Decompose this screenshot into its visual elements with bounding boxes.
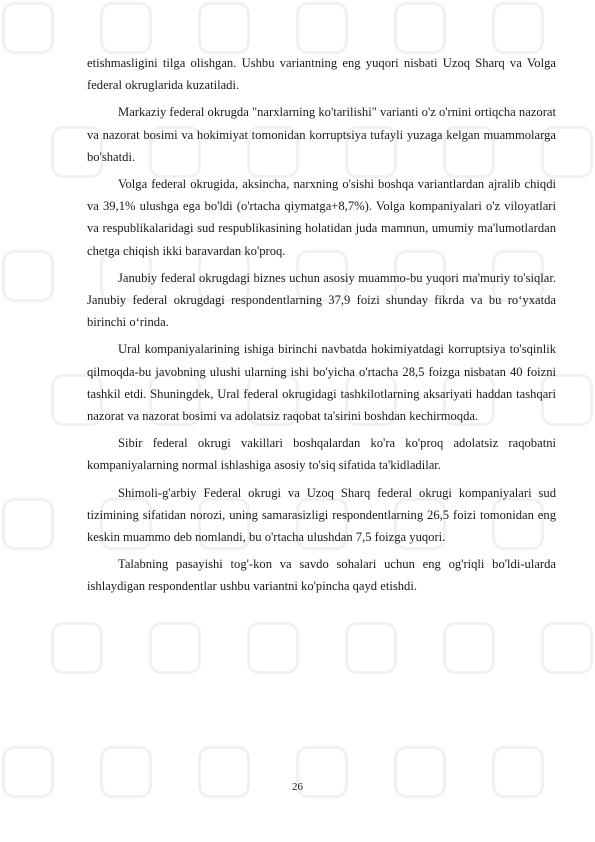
- paragraph: etishmasligini tilga olishgan. Ushbu variantning eng yuqori nisbati Uzoq Sharq va Volga federal okruglarida kuzatiladi.: [87, 56, 556, 93]
- paragraph: Ural kompaniyalarining ishiga birinchi navbatda hokimiyatdagi korruptsiya to'sqinlik qilmoqda-bu javobning ulushi ularning ishi bo'yicha o'rtacha 28,5 foizga nisbatan 40 foizni tashkil etdi. Shuningdek, Ural federal okrugidagi tashkilotlarning aksariyati haddan tashqari nazorat va nazorat bosimi va adolatsiz raqobat ta'sirini boshdan kechirmoqda.: [87, 342, 556, 424]
- document-body: [87, 52, 556, 603]
- paragraph: Sibir federal okrugi vakillari boshqalardan ko'ra ko'proq adolatsiz raqobatni kompaniyalarning normal ishlashiga asosiy to'siq sifatida ta'kidladilar.: [87, 436, 556, 473]
- page-number: 26: [292, 781, 303, 793]
- paragraph: Markaziy federal okrugda "narxlarning ko'tarilishi" varianti o'z o'rnini ortiqcha nazorat va nazorat bosimi va hokimiyat tomonidan korruptsiya tufayli yuzaga kelgan muammolarga bo'shatdi.: [87, 105, 556, 164]
- paragraph: Volga federal okrugida, aksincha, narxning o'sishi boshqa variantlardan ajralib chiqdi va 39,1% ulushga ega bo'ldi (o'rtacha qiymatga+8,7%). Volga kompaniyalari o'z viloyatlari va respublikalaridagi sud respublikasining holatidan juda mamnun, umumiy ma'lumotlardan chetga chiqish ikki baravardan ko'proq.: [87, 177, 556, 258]
- paragraph: Talabning pasayishi tog'-kon va savdo sohalari uchun eng og'riqli bo'ldi-ularda ishlaydigan respondentlar ushbu variantni ko'pincha qayd etishdi.: [87, 557, 556, 594]
- paragraph: Shimoli-g'arbiy Federal okrugi va Uzoq Sharq federal okrugi kompaniyalari sud tizimining sifatidan norozi, uning samarasizligi respondentlarning 26,5 foizi tomonidan eng keskin muammo deb nomlandi, bu o'rtacha ulushdan 7,5 foizga yuqori.: [87, 485, 556, 545]
- paragraph: Janubiy federal okrugdagi biznes uchun asosiy muammo-bu yuqori ma'muriy to'siqlar. Janubiy federal okrugdagi respondentlarning 37,9 foizi shunday fikrda va bu ro‘yxatda birinchi o‘rinda.: [87, 270, 556, 330]
